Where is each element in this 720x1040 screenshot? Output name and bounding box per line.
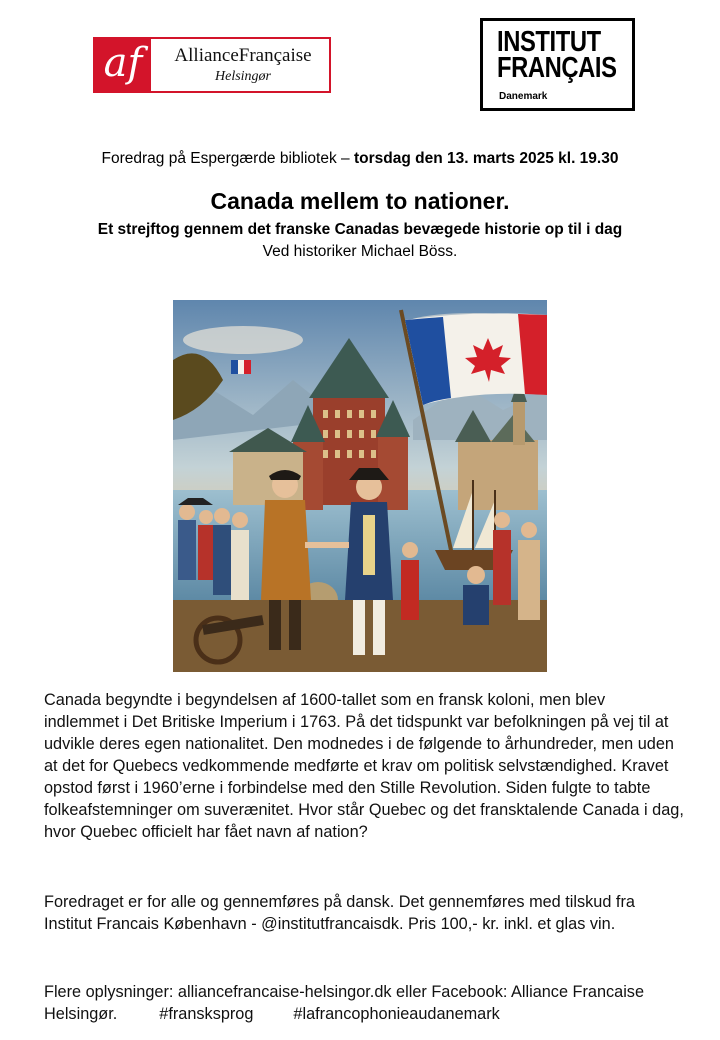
event-date: torsdag den 13. marts 2025 kl. 19.30 <box>353 150 619 167</box>
info-paragraph <box>44 981 684 1025</box>
if-title-line2: FRANÇAIS <box>497 52 617 84</box>
event-location: Foredrag på Espergærde bibliotek – <box>101 150 354 167</box>
if-title-line1: INSTITUT <box>497 26 601 58</box>
af-logo-mark: af <box>95 39 151 91</box>
body-paragraph-1: Canada begyndte i begyndelsen af 1600-tallet som en fransk koloni, men blev indlemmet i Det Britiske Imperium i 1763. På det tidspunkt var befolkningen på vej til at udvikle deres egen nationalitet. Den modnedes i de følgende to århundreder, men uden at det for Quebecs vedkommende medførte et krav om politisk selvstændighed. Kravet opstod først i 1960’erne i forbindelse med den Stille Revolution. Siden fulgte to tabte folkeafstemninger om suverænitet. Hvor står Quebec og det fransktalende Canada i dag, hvor Quebec officielt har fået navn af nation? <box>44 691 684 841</box>
event-line <box>0 150 720 168</box>
historical-illustration <box>173 300 547 672</box>
institut-francais-logo <box>480 18 635 111</box>
info-text: Flere oplysninger: alliancefrancaise-helsingor.dk eller Facebook: Alliance Francaise Helsingør. <box>44 983 645 1023</box>
alliance-francaise-logo <box>93 37 331 93</box>
hashtag-fransksprog[interactable]: #fransksprog <box>159 1005 254 1023</box>
page-title: Canada mellem to nationer. <box>210 188 510 214</box>
illustration-svg <box>173 300 547 672</box>
cloud <box>183 326 303 354</box>
af-logo-city: Helsingør <box>215 69 271 84</box>
speaker-line: Ved historiker Michael Böss. <box>262 243 458 260</box>
institut-francais-title <box>497 26 617 84</box>
big-flag <box>405 313 547 405</box>
institut-francais-country: Danemark <box>499 91 548 102</box>
body-paragraph-2: Foredraget er for alle og gennemføres på dansk. Det gennemføres med tilskud fra Institut Francais København - @institutfrancaisdk. Pris 100,- kr. inkl. et glas vin. <box>44 893 635 933</box>
af-logo-name: AllianceFrançaise <box>174 45 312 66</box>
page-subtitle: Et strejftog gennem det franske Canadas bevægede historie op til i dag <box>97 221 623 238</box>
hashtag-lafrancophonie[interactable]: #lafrancophonieaudanemark <box>293 1005 500 1023</box>
